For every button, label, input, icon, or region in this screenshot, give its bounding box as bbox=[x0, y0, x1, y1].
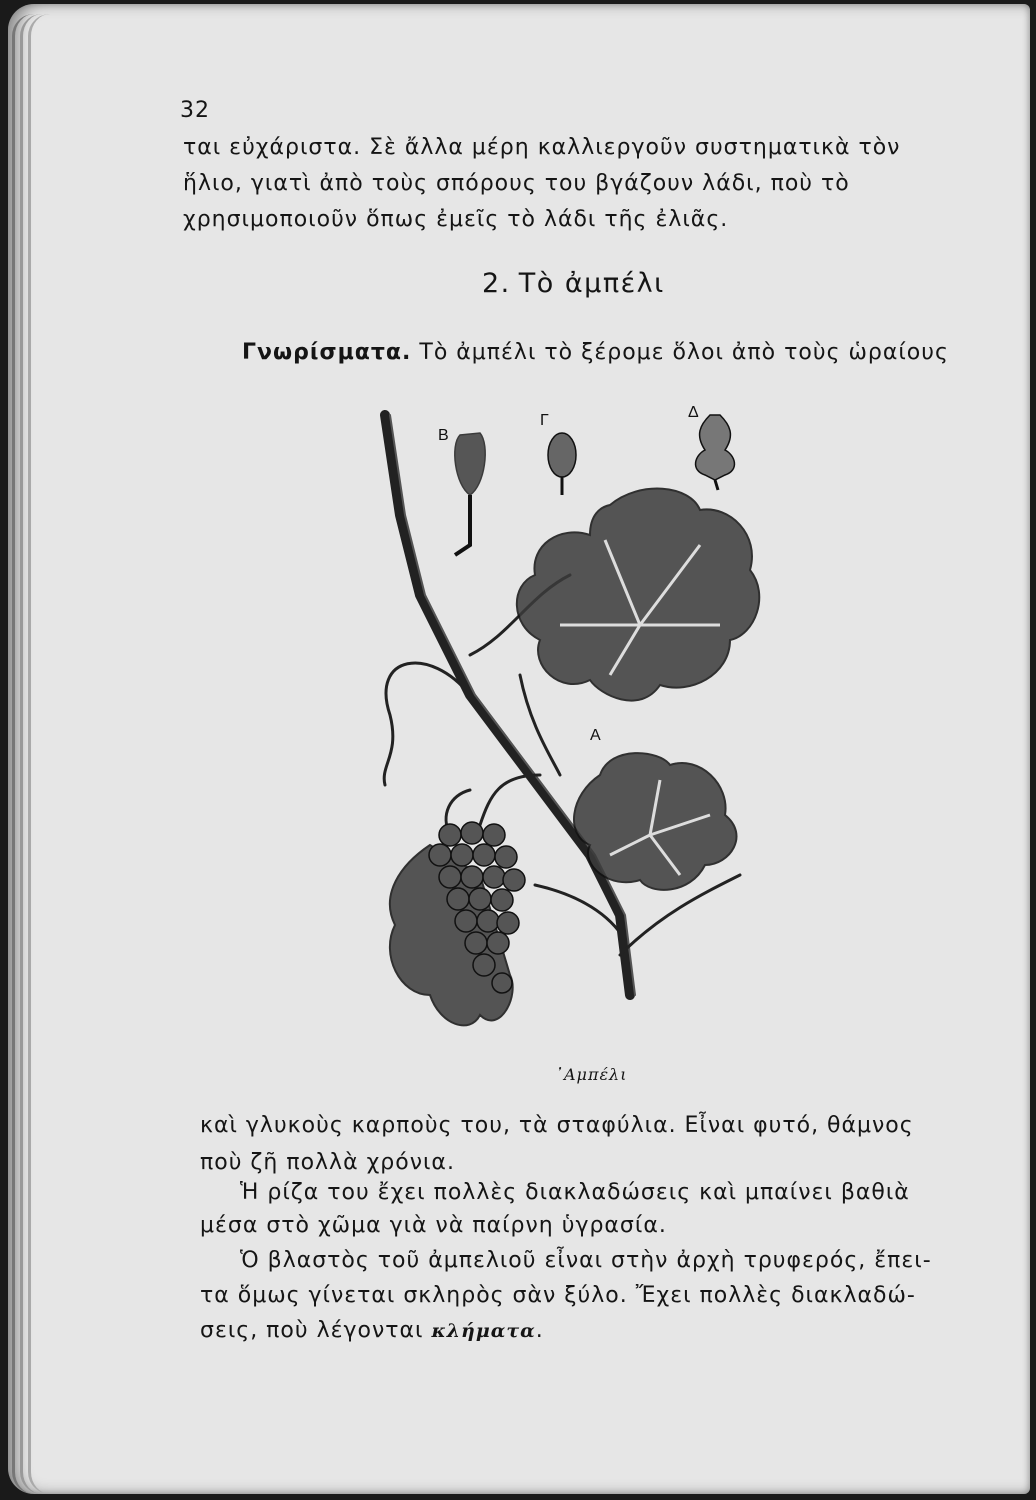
flower-cluster-detail bbox=[455, 433, 485, 555]
section-number: 2. bbox=[482, 268, 511, 299]
grape-leaf-lower bbox=[574, 753, 736, 890]
body-line-7 bbox=[200, 1320, 544, 1342]
body-line-7-end: . bbox=[535, 1318, 544, 1343]
body-line-3: Ἡ ρίζα του ἔχει πολλὲς διακλαδώσεις καὶ μπαίνει βαθιὰ bbox=[240, 1180, 910, 1205]
figure-caption: ᾿Αμπέλι bbox=[555, 1065, 628, 1084]
features-paragraph bbox=[242, 342, 949, 364]
section-title: Τὸ ἀμπέλι bbox=[518, 268, 665, 299]
body-line-2: ποὺ ζῆ πολλὰ χρόνια. bbox=[200, 1150, 455, 1175]
intro-line-1: ται εὐχάριστα. Σὲ ἄλλα μέρη καλλιεργοῦν συστηματικὰ τὸν bbox=[183, 135, 901, 160]
body-line-7-text: σεις, ποὺ λέγονται bbox=[200, 1318, 424, 1343]
grapevine-illustration bbox=[360, 395, 780, 1055]
grapevine-drawing bbox=[360, 395, 780, 1055]
intro-line-3: χρησιμοποιοῦν ὅπως ἐμεῖς τὸ λάδι τῆς ἐλιᾶς. bbox=[183, 207, 729, 232]
figure-label-d: Δ bbox=[688, 404, 699, 421]
body-line-4: μέσα στὸ χῶμα γιὰ νὰ παίρνη ὑγρασία. bbox=[200, 1213, 667, 1238]
figure-label-a: Α bbox=[590, 727, 601, 744]
body-line-1: καὶ γλυκοὺς καρποὺς του, τὰ σταφύλια. Εἶναι φυτό, θάμνος bbox=[200, 1113, 914, 1138]
grape-leaf-top bbox=[517, 489, 759, 701]
page-number: 32 bbox=[180, 98, 210, 123]
body-line-6: τα ὅμως γίνεται σκληρὸς σὰν ξύλο. Ἔχει πολλὲς διακλαδώ- bbox=[200, 1283, 916, 1308]
term-klimata: κλήματα bbox=[431, 1320, 536, 1342]
body-line-5: Ὁ βλαστὸς τοῦ ἀμπελιοῦ εἶναι στὴν ἀρχὴ τρυφερός, ἔπει- bbox=[240, 1248, 932, 1273]
intro-line-2: ἥλιο, γιατὶ ἀπὸ τοὺς σπόρους του βγάζουν λάδι, ποὺ τὸ bbox=[183, 171, 850, 196]
flower-detail bbox=[696, 415, 735, 490]
section-heading bbox=[482, 270, 665, 297]
figure-label-g: Γ bbox=[540, 412, 549, 429]
page-edge-shadow bbox=[28, 14, 61, 1494]
features-lead: Γνωρίσματα. bbox=[242, 340, 412, 365]
berry-detail bbox=[548, 433, 576, 495]
figure-label-b: Β bbox=[438, 427, 449, 444]
features-text: Τὸ ἀμπέλι τὸ ξέρομε ὅλοι ἀπὸ τοὺς ὡραίους bbox=[419, 340, 949, 365]
